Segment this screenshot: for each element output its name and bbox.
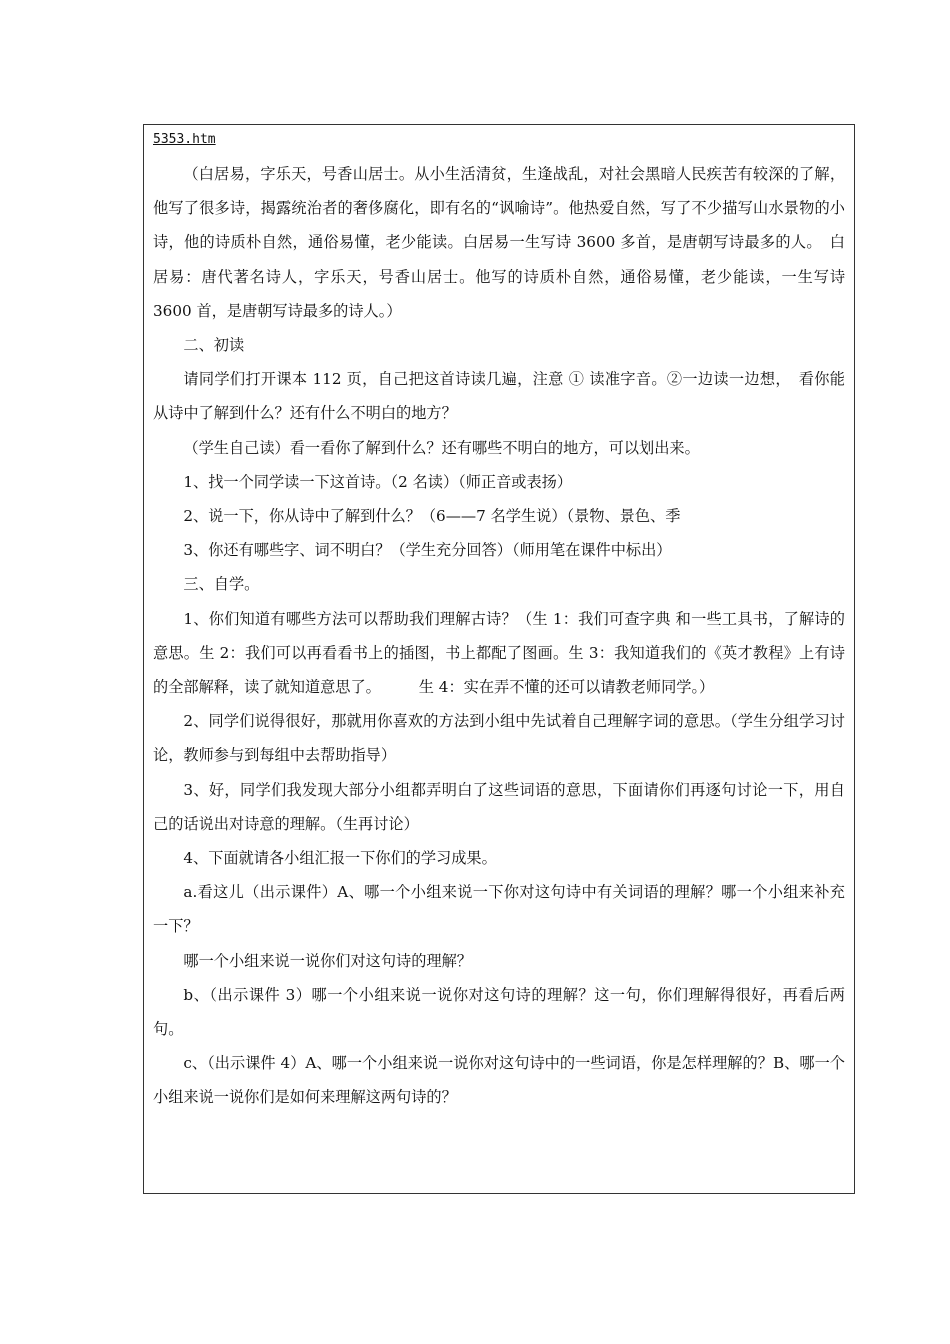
- section-heading-self-study: 三、自学。: [183, 575, 260, 594]
- paragraph-a: a.看这儿（出示课件）A、哪一个小组来说一下你对这句诗中有关词语的理解？哪一个小组来补充一下？: [153, 883, 845, 936]
- content-table-frame: [143, 124, 855, 1194]
- paragraph-b: b、（出示课件 3）哪一个小组来说一说你对这句诗的理解？这一句，你们理解得很好，再看后两句。: [153, 985, 845, 1039]
- paragraph-open-textbook: 请同学们打开课本 112 页，自己把这首诗读几遍，注意 ① 读准字音。②一边读一边想， 看你能从诗中了解到什么？还有什么不明白的地方？: [153, 370, 845, 423]
- paragraph-a-followup: 哪一个小组来说一说你们对这句诗的理解？: [183, 951, 472, 970]
- list-item-3: 3、你还有哪些字、词不明白？（学生充分回答）（师用笔在课件中标出）: [183, 541, 672, 560]
- list-item-1: 1、找一个同学读一下这首诗。（2 名读）（师正音或表扬）: [183, 472, 573, 491]
- paragraph-students-read: （学生自己读）看一看你了解到什么？还有哪些不明白的地方，可以划出来。: [183, 438, 700, 457]
- paragraph-discussion: 3、好，同学们我发现大部分小组都弄明白了这些词语的意思，下面请你们再逐句讨论一下，用自己的话说出对诗意的理解。（生再讨论）: [153, 780, 845, 833]
- document-body: [153, 127, 845, 1115]
- source-link[interactable]: 5353.htm: [153, 132, 216, 147]
- paragraph-report: 4、下面就请各小组汇报一下你们的学习成果。: [183, 849, 497, 868]
- paragraph-methods: 1、你们知道有哪些方法可以帮助我们理解古诗？（生 1：我们可查字典 和一些工具书，了解诗的意思。生 2：我们可以再看看书上的插图，书上都配了图画。生 3：我知道我们的《英才教程》上有诗的全部解释，读了就知道意思了。 生 4：实在弄不懂的还可以请教老师同学。）: [153, 609, 845, 697]
- list-item-2: 2、说一下，你从诗中了解到什么？（6——7 名学生说）（景物、景色、季: [183, 507, 681, 526]
- section-heading-first-reading: 二、初读: [183, 336, 245, 355]
- paragraph-group-study: 2、同学们说得很好，那就用你喜欢的方法到小组中先试着自己理解字词的意思。（学生分组学习讨论，教师参与到每组中去帮助指导）: [153, 712, 845, 765]
- paragraph-bio: （白居易，字乐天，号香山居士。从小生活清贫，生逢战乱，对社会黑暗人民疾苦有较深的了解，他写了很多诗，揭露统治者的奢侈腐化，即有名的“讽喻诗”。他热爱自然，写了不少描写山水景物的小诗，他的诗质朴自然，通俗易懂，老少能读。白居易一生写诗 3600 多首，是唐朝写诗最多的人。 白居易：唐代著名诗人，字乐天，号香山居士。他写的诗质朴自然，通俗易懂，老少能读，一生写诗 3600 首，是唐朝写诗最多的诗人。）: [153, 165, 845, 320]
- paragraph-c: c、（出示课件 4）A、哪一个小组来说一说你对这句诗中的一些词语，你是怎样理解的？B、哪一个小组来说一说你们是如何来理解这两句诗的？: [153, 1054, 845, 1107]
